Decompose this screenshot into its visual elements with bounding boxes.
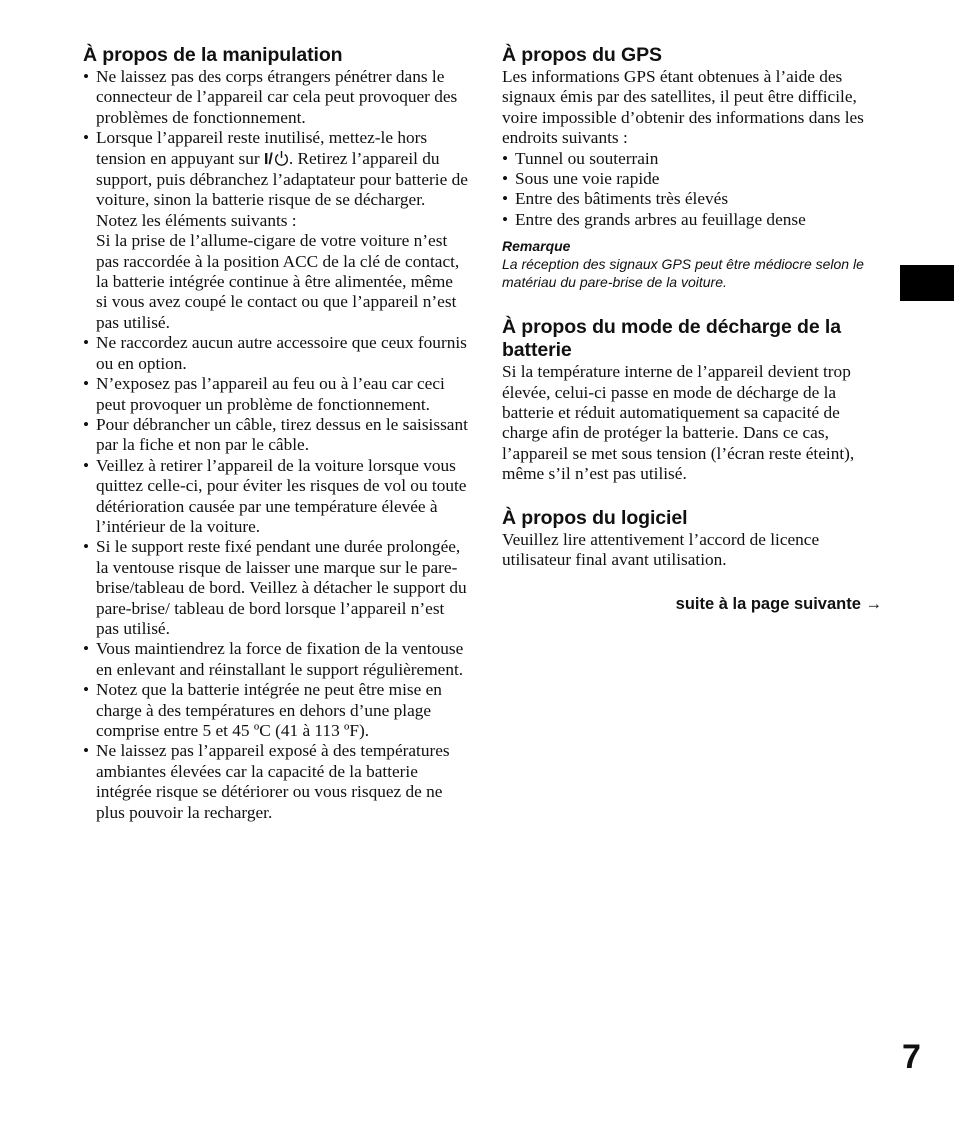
list-item-text: Entre des bâtiments très élevés (515, 189, 729, 209)
list-item (502, 210, 887, 230)
list-item (502, 189, 887, 209)
section-heading-battery: À propos du mode de décharge de la batterie (502, 316, 841, 362)
list-item (83, 67, 468, 128)
bullet-icon: • (83, 374, 90, 394)
list-item-text: Entre des grands arbres au feuillage dense (515, 209, 806, 229)
list-item (83, 456, 468, 538)
list-item-text-continued: . Retirez l’appareil du support, puis débranchez l’adaptateur pour batterie de voiture, sinon la batterie risque de se décharger. Notez les éléments suivants : (96, 148, 468, 230)
list-item (83, 374, 468, 415)
handling-list (83, 67, 468, 823)
section-heading-software: À propos du logiciel (502, 506, 688, 529)
list-item-text: Si le support reste fixé pendant une durée prolongée, la ventouse risque de laisser une marque sur le pare-brise/tableau de bord. Veillez à détacher le support du pare-brise/ tableau de bord lorsque l’appareil n’est pas utilisé. (96, 537, 467, 638)
list-item (83, 415, 468, 456)
list-item (502, 149, 887, 169)
section-heading-gps: À propos du GPS (502, 44, 662, 66)
continue-next-page (502, 594, 887, 614)
bullet-icon: • (83, 67, 90, 86)
bullet-icon: • (83, 455, 90, 475)
gps-list (502, 149, 887, 231)
bullet-icon: • (502, 169, 509, 189)
list-item (83, 680, 468, 741)
list-item-text: Lorsque l’appareil reste inutilisé, mettez-le hors tension en appuyant sur (96, 128, 428, 168)
list-item-text: Tunnel ou souterrain (515, 148, 659, 168)
list-item (83, 537, 468, 639)
bullet-icon: • (83, 414, 90, 434)
bullet-icon: • (83, 639, 90, 659)
list-item (83, 639, 468, 680)
bullet-icon: • (502, 209, 509, 229)
bullet-icon: • (83, 741, 90, 761)
list-item-text: Pour débrancher un câble, tirez dessus en le saisissant par la fiche et non par le câble. (96, 414, 468, 455)
bullet-icon: • (83, 333, 90, 353)
list-item (83, 741, 468, 823)
list-item-text: Ne laissez pas des corps étrangers pénétrer dans le connecteur de l’appareil car cela peut provoquer des problèmes de fonctionnement. (96, 67, 458, 127)
gps-intro: Les informations GPS étant obtenues à l’aide des signaux émis par des satellites, il peut être difficile, voire impossible d’obtenir des informations dans les endroits suivants : (502, 67, 864, 148)
page-number: 7 (902, 1038, 921, 1076)
bullet-icon: • (83, 537, 90, 557)
section-tab (900, 265, 954, 301)
list-item-text: Sous une voie rapide (515, 169, 660, 189)
list-item-text: Ne raccordez aucun autre accessoire que ceux fournis ou en option. (96, 333, 467, 373)
list-item-text: Vous maintiendrez la force de fixation de la ventouse en enlevant and réinstallant le support régulièrement. (96, 639, 464, 679)
list-item-text: N’exposez pas l’appareil au feu ou à l’eau car ceci peut provoquer un problème de fonctionnement. (96, 374, 445, 414)
list-item-subparagraph: Si la prise de l’allume-cigare de votre voiture n’est pas raccordée à la position ACC de la clé de contact, la batterie intégrée continue à être alimentée, même si vous avez coupé le contact ou que l’appareil n’est pas utilisé. (96, 231, 460, 332)
software-text: Veuillez lire attentivement l’accord de licence utilisateur final avant utilisation. (502, 529, 820, 570)
bullet-icon: • (83, 680, 90, 700)
note-title: Remarque (502, 238, 571, 255)
power-button-label: I/ (263, 150, 273, 168)
list-item (83, 333, 468, 374)
list-item-text: Notez que la batterie intégrée ne peut être mise en charge à des températures en dehors d’une plage comprise entre 5 et 45 ºC (41 à 113 ºF). (96, 680, 442, 740)
note-text: La réception des signaux GPS peut être médiocre selon le matériau du pare-brise de la voiture. (502, 256, 864, 291)
list-item-text: Ne laissez pas l’appareil exposé à des températures ambiantes élevées car la capacité de la batterie intégrée risque se détériorer ou vous risquez de ne plus pouvoir la recharger. (96, 741, 450, 822)
list-item-text: Veillez à retirer l’appareil de la voiture lorsque vous quittez celle-ci, pour éviter les risques de vol ou toute détérioration causée par une température élevée à l’intérieur de la voiture. (96, 455, 467, 536)
bullet-icon: • (502, 148, 509, 168)
bullet-icon: • (83, 128, 90, 148)
bullet-icon: • (502, 189, 509, 209)
battery-text: Si la température interne de l’appareil devient trop élevée, celui-ci passe en mode de décharge de la batterie et réduit automatiquement sa capacité de charge afin de protéger la batterie. Dans ce cas, l’appareil se met sous tension (l’écran reste éteint), même s’il n’est pas utilisé. (502, 362, 855, 484)
arrow-right-icon: → (865, 594, 882, 613)
power-icon (274, 150, 289, 167)
list-item (502, 169, 887, 189)
right-column (502, 44, 887, 614)
section-heading-handling: À propos de la manipulation (83, 44, 343, 66)
left-column (83, 44, 468, 823)
continue-label: suite à la page suivante (675, 594, 861, 613)
list-item (83, 128, 468, 333)
